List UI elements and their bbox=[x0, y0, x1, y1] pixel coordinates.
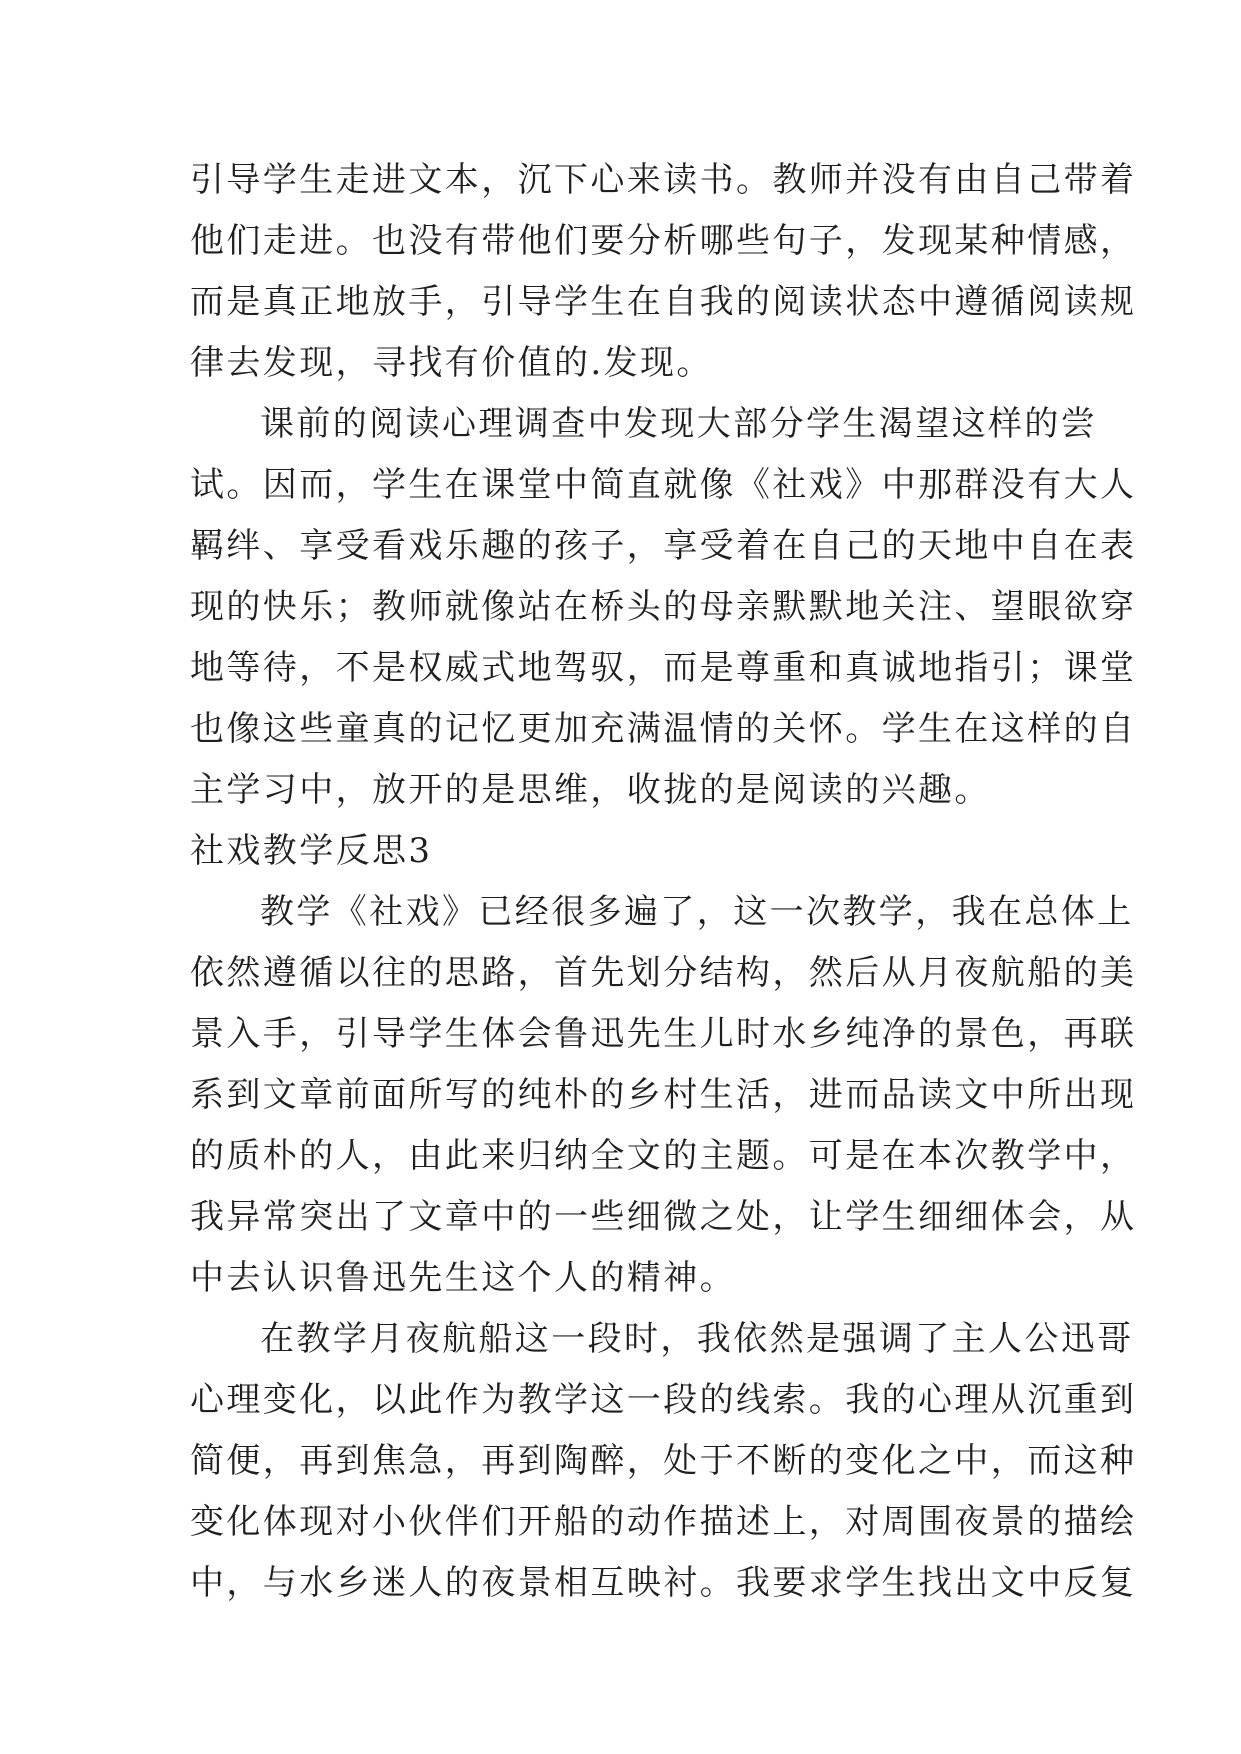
text-line: 变化体现对小伙伴们开船的动作描述上，对周围夜景的描绘 bbox=[190, 1502, 1137, 1542]
text-line: 心理变化，以此作为教学这一段的线索。我的心理从沉重到 bbox=[190, 1380, 1137, 1420]
text-line: 主学习中，放开的是思维，收拢的是阅读的兴趣。 bbox=[190, 770, 991, 810]
section-heading bbox=[190, 821, 1070, 882]
text-line: 中，与水乡迷人的夜景相互映衬。我要求学生找出文中反复 bbox=[190, 1563, 1137, 1603]
paragraph bbox=[190, 394, 1137, 821]
text-line: 景入手，引导学生体会鲁迅先生儿时水乡纯净的景色，再联 bbox=[190, 1014, 1137, 1054]
text-line: 地等待，不是权威式地驾驭，而是尊重和真诚地指引；课堂 bbox=[190, 648, 1137, 688]
text-line: 依然遵循以往的思路，首先划分结构，然后从月夜航船的美 bbox=[190, 953, 1137, 993]
text-line: 而是真正地放手，引导学生在自我的阅读状态中遵循阅读规 bbox=[190, 282, 1137, 322]
paragraph bbox=[190, 150, 1137, 394]
text-line: 试。因而，学生在课堂中简直就像《社戏》中那群没有大人 bbox=[190, 465, 1137, 505]
heading-text: 社戏教学反思3 bbox=[190, 831, 433, 871]
paragraph bbox=[190, 1309, 1137, 1614]
text-line: 他们走进。也没有带他们要分析哪些句子，发现某种情感， bbox=[190, 221, 1137, 261]
text-line: 中去认识鲁迅先生这个人的精神。 bbox=[190, 1258, 736, 1298]
text-line: 教学《社戏》已经很多遍了，这一次教学，我在总体上 bbox=[260, 892, 1134, 932]
text-line: 系到文章前面所写的纯朴的乡村生活，进而品读文中所出现 bbox=[190, 1075, 1137, 1115]
text-line: 羁绊、享受看戏乐趣的孩子，享受着在自己的天地中自在表 bbox=[190, 526, 1137, 566]
text-line: 我异常突出了文章中的一些细微之处，让学生细细体会，从 bbox=[190, 1197, 1137, 1237]
text-line: 课前的阅读心理调查中发现大部分学生渴望这样的尝 bbox=[260, 404, 1098, 444]
text-line: 也像这些童真的记忆更加充满温情的关怀。学生在这样的自 bbox=[190, 709, 1137, 749]
text-line: 在教学月夜航船这一段时，我依然是强调了主人公迅哥 bbox=[260, 1319, 1134, 1359]
text-line: 律去发现，寻找有价值的.发现。 bbox=[190, 343, 713, 383]
text-line: 引导学生走进文本，沉下心来读书。教师并没有由自己带着 bbox=[190, 160, 1137, 200]
text-line: 简便，再到焦急，再到陶醉，处于不断的变化之中，而这种 bbox=[190, 1441, 1137, 1481]
text-line: 现的快乐；教师就像站在桥头的母亲默默地关注、望眼欲穿 bbox=[190, 587, 1137, 627]
text-line: 的质朴的人，由此来归纳全文的主题。可是在本次教学中， bbox=[190, 1136, 1137, 1176]
paragraph bbox=[190, 882, 1137, 1309]
document-body bbox=[190, 150, 1137, 1614]
